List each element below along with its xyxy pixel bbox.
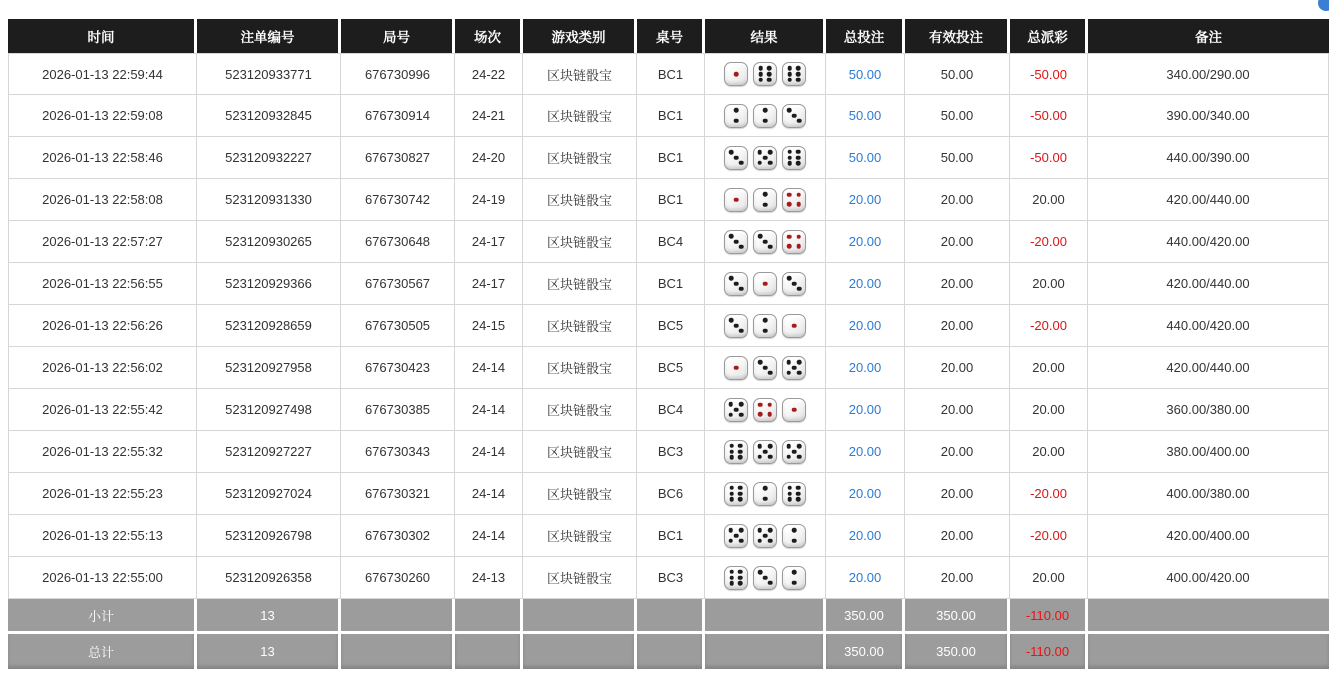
cell-payout: -20.00 <box>1010 305 1088 347</box>
cell-remark: 400.00/420.00 <box>1088 557 1329 599</box>
cell-session: 24-14 <box>455 515 523 557</box>
cell-remark: 340.00/290.00 <box>1088 53 1329 95</box>
grand-total-row <box>8 634 1329 669</box>
summary-cell-label: 总计 <box>8 634 197 669</box>
cell-session: 24-22 <box>455 53 523 95</box>
summary-cell-payout: -110.00 <box>1010 634 1088 669</box>
cell-bet_no: 523120926358 <box>197 557 341 599</box>
cell-bet_no: 523120931330 <box>197 179 341 221</box>
cell-game_type: 区块链骰宝 <box>523 557 637 599</box>
cell-game_type: 区块链骰宝 <box>523 431 637 473</box>
cell-game_type: 区块链骰宝 <box>523 347 637 389</box>
die-6-icon <box>724 482 748 506</box>
die-5-icon <box>782 440 806 464</box>
cell-round_no: 676730827 <box>341 137 455 179</box>
summary-cell-table_no <box>637 599 705 634</box>
cell-round_no: 676730321 <box>341 473 455 515</box>
summary-cell-table_no <box>637 634 705 669</box>
cell-result <box>705 557 826 599</box>
cell-bet_no: 523120930265 <box>197 221 341 263</box>
cell-payout: -50.00 <box>1010 53 1088 95</box>
cell-remark: 420.00/400.00 <box>1088 515 1329 557</box>
cell-total_bet[interactable]: 50.00 <box>826 53 905 95</box>
cell-payout: -50.00 <box>1010 95 1088 137</box>
cell-table_no: BC1 <box>637 263 705 305</box>
summary-cell-remark <box>1088 634 1329 669</box>
dice-result <box>709 566 821 590</box>
die-5-icon <box>724 398 748 422</box>
column-header-session: 场次 <box>455 19 523 53</box>
cell-bet_no: 523120928659 <box>197 305 341 347</box>
cell-remark: 360.00/380.00 <box>1088 389 1329 431</box>
die-3-icon <box>724 314 748 338</box>
cell-table_no: BC1 <box>637 137 705 179</box>
cell-valid_bet: 20.00 <box>905 431 1010 473</box>
cell-payout: -20.00 <box>1010 221 1088 263</box>
summary-cell-session <box>455 599 523 634</box>
table-row <box>8 431 1329 473</box>
die-5-icon <box>782 356 806 380</box>
summary-cell-result <box>705 634 826 669</box>
die-2-icon <box>724 104 748 128</box>
column-header-total_bet: 总投注 <box>826 19 905 53</box>
summary-cell-valid_bet: 350.00 <box>905 599 1010 634</box>
dice-result <box>709 104 821 128</box>
cell-game_type: 区块链骰宝 <box>523 305 637 347</box>
cell-time: 2026-01-13 22:55:00 <box>8 557 197 599</box>
die-4-icon <box>782 230 806 254</box>
dice-result <box>709 482 821 506</box>
cell-round_no: 676730648 <box>341 221 455 263</box>
column-header-bet_no: 注单编号 <box>197 19 341 53</box>
cell-round_no: 676730567 <box>341 263 455 305</box>
cell-remark: 420.00/440.00 <box>1088 179 1329 221</box>
dice-result <box>709 440 821 464</box>
cell-time: 2026-01-13 22:58:46 <box>8 137 197 179</box>
cell-valid_bet: 20.00 <box>905 305 1010 347</box>
cell-round_no: 676730996 <box>341 53 455 95</box>
dice-result <box>709 398 821 422</box>
cell-payout: 20.00 <box>1010 263 1088 305</box>
dice-result <box>709 188 821 212</box>
cell-round_no: 676730343 <box>341 431 455 473</box>
die-1-icon <box>724 188 748 212</box>
cell-round_no: 676730742 <box>341 179 455 221</box>
summary-cell-total_bet: 350.00 <box>826 599 905 634</box>
table-row <box>8 515 1329 557</box>
summary-cell-game_type <box>523 634 637 669</box>
table-row <box>8 305 1329 347</box>
cell-bet_no: 523120932227 <box>197 137 341 179</box>
die-5-icon <box>753 146 777 170</box>
cell-remark: 420.00/440.00 <box>1088 347 1329 389</box>
cell-round_no: 676730260 <box>341 557 455 599</box>
cell-result <box>705 179 826 221</box>
cell-result <box>705 515 826 557</box>
die-3-icon <box>753 356 777 380</box>
summary-cell-round_no <box>341 599 455 634</box>
table-row <box>8 263 1329 305</box>
cell-total_bet[interactable]: 20.00 <box>826 431 905 473</box>
cell-remark: 420.00/440.00 <box>1088 263 1329 305</box>
table-row <box>8 557 1329 599</box>
cell-bet_no: 523120927498 <box>197 389 341 431</box>
cell-total_bet[interactable]: 20.00 <box>826 515 905 557</box>
summary-cell-count: 13 <box>197 634 341 669</box>
cell-session: 24-14 <box>455 389 523 431</box>
cell-session: 24-14 <box>455 431 523 473</box>
cell-valid_bet: 20.00 <box>905 515 1010 557</box>
bet-records-table <box>8 19 1329 669</box>
cell-payout: 20.00 <box>1010 557 1088 599</box>
cell-round_no: 676730302 <box>341 515 455 557</box>
die-1-icon <box>724 62 748 86</box>
cell-valid_bet: 20.00 <box>905 221 1010 263</box>
die-2-icon <box>753 104 777 128</box>
die-6-icon <box>724 566 748 590</box>
cell-time: 2026-01-13 22:56:26 <box>8 305 197 347</box>
cell-session: 24-21 <box>455 95 523 137</box>
cell-valid_bet: 20.00 <box>905 473 1010 515</box>
die-1-icon <box>724 356 748 380</box>
summary-cell-remark <box>1088 599 1329 634</box>
die-6-icon <box>753 62 777 86</box>
cell-time: 2026-01-13 22:58:08 <box>8 179 197 221</box>
cell-valid_bet: 20.00 <box>905 557 1010 599</box>
cell-payout: -20.00 <box>1010 515 1088 557</box>
corner-notification-badge[interactable] <box>1318 0 1329 11</box>
die-2-icon <box>753 188 777 212</box>
cell-game_type: 区块链骰宝 <box>523 473 637 515</box>
die-3-icon <box>724 272 748 296</box>
cell-payout: 20.00 <box>1010 389 1088 431</box>
cell-session: 24-15 <box>455 305 523 347</box>
die-4-icon <box>753 398 777 422</box>
die-3-icon <box>753 230 777 254</box>
cell-game_type: 区块链骰宝 <box>523 221 637 263</box>
cell-round_no: 676730385 <box>341 389 455 431</box>
column-header-time: 时间 <box>8 19 197 53</box>
column-header-remark: 备注 <box>1088 19 1329 53</box>
cell-session: 24-17 <box>455 221 523 263</box>
cell-table_no: BC4 <box>637 389 705 431</box>
die-2-icon <box>782 524 806 548</box>
cell-result <box>705 347 826 389</box>
subtotal-row <box>8 599 1329 634</box>
table-footer <box>8 599 1329 669</box>
cell-total_bet[interactable]: 20.00 <box>826 179 905 221</box>
cell-valid_bet: 20.00 <box>905 347 1010 389</box>
table-row <box>8 347 1329 389</box>
table-body <box>8 53 1329 599</box>
summary-cell-round_no <box>341 634 455 669</box>
cell-remark: 440.00/420.00 <box>1088 221 1329 263</box>
cell-payout: 20.00 <box>1010 347 1088 389</box>
cell-game_type: 区块链骰宝 <box>523 389 637 431</box>
cell-session: 24-19 <box>455 179 523 221</box>
cell-remark: 400.00/380.00 <box>1088 473 1329 515</box>
cell-valid_bet: 50.00 <box>905 137 1010 179</box>
cell-valid_bet: 20.00 <box>905 263 1010 305</box>
cell-session: 24-14 <box>455 347 523 389</box>
cell-payout: 20.00 <box>1010 179 1088 221</box>
dice-result <box>709 356 821 380</box>
die-4-icon <box>782 188 806 212</box>
table-row <box>8 179 1329 221</box>
cell-valid_bet: 50.00 <box>905 53 1010 95</box>
summary-cell-count: 13 <box>197 599 341 634</box>
die-6-icon <box>782 482 806 506</box>
cell-table_no: BC6 <box>637 473 705 515</box>
dice-result <box>709 272 821 296</box>
cell-total_bet[interactable]: 20.00 <box>826 305 905 347</box>
summary-cell-game_type <box>523 599 637 634</box>
dice-result <box>709 62 821 86</box>
die-3-icon <box>724 146 748 170</box>
table-row <box>8 137 1329 179</box>
column-header-table_no: 桌号 <box>637 19 705 53</box>
die-3-icon <box>782 104 806 128</box>
cell-game_type: 区块链骰宝 <box>523 263 637 305</box>
die-6-icon <box>782 146 806 170</box>
cell-bet_no: 523120927024 <box>197 473 341 515</box>
table-row <box>8 53 1329 95</box>
cell-game_type: 区块链骰宝 <box>523 179 637 221</box>
cell-bet_no: 523120927227 <box>197 431 341 473</box>
summary-cell-payout: -110.00 <box>1010 599 1088 634</box>
cell-table_no: BC1 <box>637 179 705 221</box>
cell-session: 24-13 <box>455 557 523 599</box>
die-6-icon <box>782 62 806 86</box>
die-2-icon <box>753 482 777 506</box>
cell-valid_bet: 20.00 <box>905 389 1010 431</box>
cell-result <box>705 263 826 305</box>
cell-table_no: BC3 <box>637 557 705 599</box>
cell-time: 2026-01-13 22:55:13 <box>8 515 197 557</box>
cell-total_bet[interactable]: 20.00 <box>826 389 905 431</box>
cell-remark: 380.00/400.00 <box>1088 431 1329 473</box>
die-1-icon <box>782 314 806 338</box>
die-5-icon <box>753 440 777 464</box>
cell-result <box>705 431 826 473</box>
column-header-result: 结果 <box>705 19 826 53</box>
cell-time: 2026-01-13 22:55:42 <box>8 389 197 431</box>
cell-payout: 20.00 <box>1010 431 1088 473</box>
cell-bet_no: 523120933771 <box>197 53 341 95</box>
cell-total_bet[interactable]: 50.00 <box>826 137 905 179</box>
cell-time: 2026-01-13 22:59:08 <box>8 95 197 137</box>
die-1-icon <box>753 272 777 296</box>
table-row <box>8 221 1329 263</box>
cell-result <box>705 95 826 137</box>
cell-total_bet[interactable]: 50.00 <box>826 95 905 137</box>
cell-result <box>705 53 826 95</box>
cell-payout: -50.00 <box>1010 137 1088 179</box>
summary-cell-result <box>705 599 826 634</box>
summary-cell-total_bet: 350.00 <box>826 634 905 669</box>
cell-game_type: 区块链骰宝 <box>523 53 637 95</box>
die-3-icon <box>782 272 806 296</box>
cell-time: 2026-01-13 22:55:32 <box>8 431 197 473</box>
cell-table_no: BC1 <box>637 95 705 137</box>
cell-bet_no: 523120932845 <box>197 95 341 137</box>
die-2-icon <box>753 314 777 338</box>
cell-bet_no: 523120929366 <box>197 263 341 305</box>
summary-cell-session <box>455 634 523 669</box>
die-3-icon <box>724 230 748 254</box>
column-header-game_type: 游戏类别 <box>523 19 637 53</box>
dice-result <box>709 524 821 548</box>
cell-game_type: 区块链骰宝 <box>523 515 637 557</box>
cell-valid_bet: 20.00 <box>905 179 1010 221</box>
table-header <box>8 19 1329 53</box>
cell-result <box>705 137 826 179</box>
die-3-icon <box>753 566 777 590</box>
cell-table_no: BC5 <box>637 305 705 347</box>
cell-result <box>705 221 826 263</box>
cell-round_no: 676730505 <box>341 305 455 347</box>
cell-table_no: BC1 <box>637 515 705 557</box>
cell-table_no: BC1 <box>637 53 705 95</box>
cell-game_type: 区块链骰宝 <box>523 95 637 137</box>
cell-time: 2026-01-13 22:55:23 <box>8 473 197 515</box>
cell-bet_no: 523120927958 <box>197 347 341 389</box>
cell-bet_no: 523120926798 <box>197 515 341 557</box>
cell-time: 2026-01-13 22:57:27 <box>8 221 197 263</box>
cell-table_no: BC5 <box>637 347 705 389</box>
cell-remark: 440.00/420.00 <box>1088 305 1329 347</box>
column-header-valid_bet: 有效投注 <box>905 19 1010 53</box>
die-5-icon <box>753 524 777 548</box>
table-row <box>8 389 1329 431</box>
die-5-icon <box>724 524 748 548</box>
cell-result <box>705 473 826 515</box>
cell-payout: -20.00 <box>1010 473 1088 515</box>
die-1-icon <box>782 398 806 422</box>
cell-table_no: BC4 <box>637 221 705 263</box>
dice-result <box>709 314 821 338</box>
cell-result <box>705 389 826 431</box>
header-row <box>8 19 1329 53</box>
column-header-round_no: 局号 <box>341 19 455 53</box>
summary-cell-valid_bet: 350.00 <box>905 634 1010 669</box>
cell-game_type: 区块链骰宝 <box>523 137 637 179</box>
cell-session: 24-20 <box>455 137 523 179</box>
cell-time: 2026-01-13 22:56:55 <box>8 263 197 305</box>
cell-total_bet[interactable]: 20.00 <box>826 557 905 599</box>
dice-result <box>709 146 821 170</box>
summary-cell-label: 小计 <box>8 599 197 634</box>
cell-round_no: 676730914 <box>341 95 455 137</box>
cell-total_bet[interactable]: 20.00 <box>826 347 905 389</box>
cell-session: 24-17 <box>455 263 523 305</box>
column-header-payout: 总派彩 <box>1010 19 1088 53</box>
dice-result <box>709 230 821 254</box>
die-6-icon <box>724 440 748 464</box>
cell-time: 2026-01-13 22:56:02 <box>8 347 197 389</box>
table-row <box>8 473 1329 515</box>
cell-remark: 390.00/340.00 <box>1088 95 1329 137</box>
die-2-icon <box>782 566 806 590</box>
cell-total_bet[interactable]: 20.00 <box>826 221 905 263</box>
cell-session: 24-14 <box>455 473 523 515</box>
cell-result <box>705 305 826 347</box>
cell-table_no: BC3 <box>637 431 705 473</box>
cell-total_bet[interactable]: 20.00 <box>826 263 905 305</box>
cell-valid_bet: 50.00 <box>905 95 1010 137</box>
cell-remark: 440.00/390.00 <box>1088 137 1329 179</box>
cell-total_bet[interactable]: 20.00 <box>826 473 905 515</box>
cell-time: 2026-01-13 22:59:44 <box>8 53 197 95</box>
table-row <box>8 95 1329 137</box>
cell-round_no: 676730423 <box>341 347 455 389</box>
